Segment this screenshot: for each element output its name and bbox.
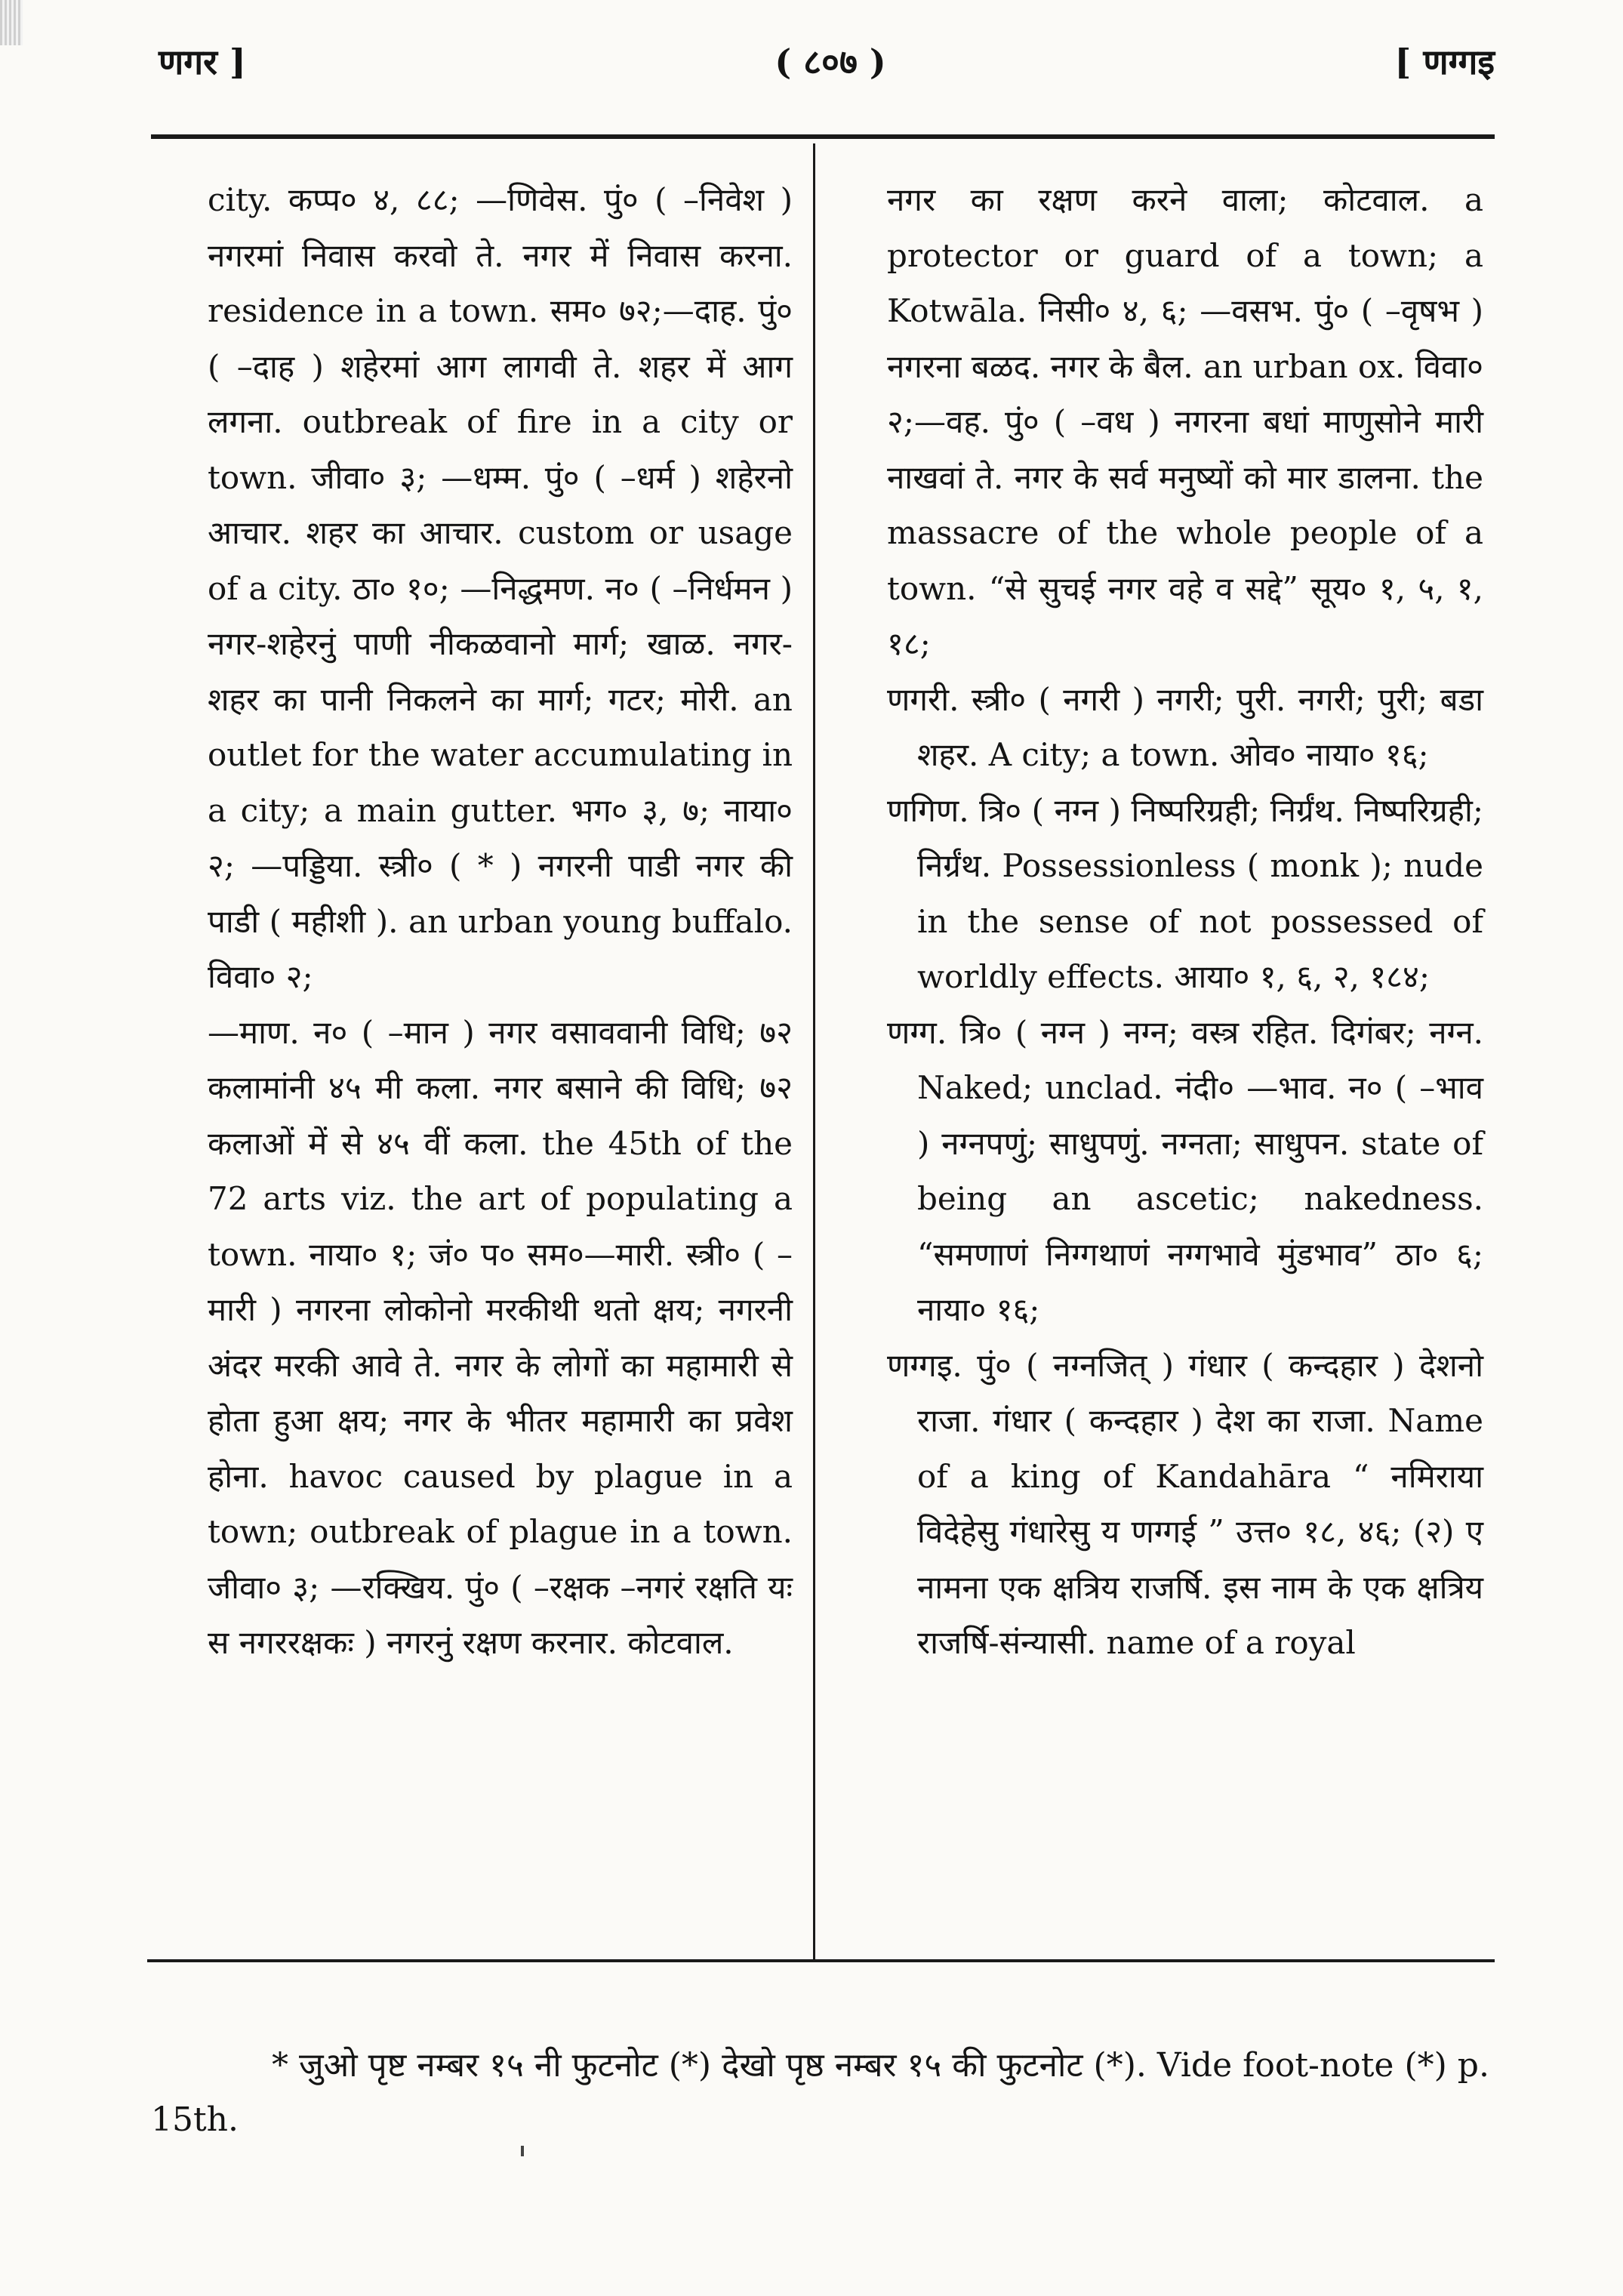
column-divider [813, 143, 815, 1959]
entry-nagina: णगिण. त्रि० ( नग्न ) निष्परिग्रही; निर्ग्रंथ. निष्परिग्रही; निर्ग्रंथ. Possessionless ( monk ); nude in the sense of not possessed of worldly effects. आया० १, ६, २, १८४; [887, 791, 1483, 995]
page-number: ( ८०७ ) [775, 42, 886, 82]
ink-speck [521, 2146, 524, 2156]
scan-edge-artifact [0, 0, 23, 45]
entry-naggai: णग्गइ. पुं० ( नग्नजित् ) गंधार ( कन्दहार ) देशनो राजा. गंधार ( कन्दहार ) देश का राजा. Name of a king of Kandahāra “ नमिराया विदेहेसु गंधारेसु य णग्गई ” उत्त० १८, ४६; (२) ए नामना एक क्षत्रिय राजर्षि. इस नाम के एक क्षत्रिय राजर्षि-संन्यासी. name of a royal [887, 1346, 1483, 1661]
running-head-left: णगर ] [159, 42, 246, 82]
footnote-rule [147, 1959, 1495, 1962]
running-head-right: [ णग्गइ [1394, 42, 1495, 82]
left-column [208, 172, 793, 1671]
sub-entry: —माण. न० ( –मान ) नगर वसाववानी विधि; ७२ कलामांनी ४५ मी कला. नगर बसाने की विधि; ७२ कलाओं में से ४५ वीं कला. the 45th of the 72 arts viz. the art of populating a town. नाया० १; जं० प० सम०—मारी. स्त्री० ( –मारी ) नगरना लोकोनो मरकीथी थतो क्षय; नगरनी अंदर मरकी आवे ते. नगर के लोगों का महामारी से होता हुआ क्षय; नगर के भीतर महामारी का प्रवेश होना. havoc caused by plague in a town; outbreak of plague in a town. जीवा० ३; —रक्खिय. पुं० ( –रक्षक –नगरं रक्षति यः स नगररक्षकः ) नगरनुं रक्षण करनार. कोटवाल. [208, 1013, 793, 1661]
footnote: * जुओ पृष्ट नम्बर १५ नी फुटनोट (*) देखो पृष्ठ नम्बर १५ की फुटनोट (*). Vide foot-note (*) p. 15th. [151, 2046, 1489, 2139]
entry-nagga: णग्ग. त्रि० ( नग्न ) नग्न; वस्त्र रहित. दिगंबर; नग्न. Naked; unclad. नंदी० —भाव. न० ( –भाव ) नग्नपणुं; साधुपणुं. नग्नता; साधुपन. state of being an ascetic; nakedness. “समणाणं निग्गथाणं नग्गभावे मुंडभाव” ठा० ६; नाया० १६; [887, 1013, 1483, 1328]
entry-continuation: नगर का रक्षण करने वाला; कोटवाल. a protector or guard of a town; a Kotwāla. निसी० ४, ६; —वसभ. पुं० ( –वृषभ ) नगरना बळद. नगर के बैल. an urban ox. विवा० २;—वह. पुं० ( –वध ) नगरना बधां माणुसोने मारी नाखवां ते. नगर के सर्व मनुष्यों को मार डालना. the massacre of the whole people of a town. “से सुचई नगर वहे व सद्दे” सूय० १, ५, १, १८; [887, 181, 1483, 662]
header-rule [151, 134, 1495, 139]
entry-continuation: city. कप्प० ४, ८८; —णिवेस. पुं० ( –निवेश ) नगरमां निवास करवो ते. नगर में निवास करना. residence in a town. सम० ७२;—दाह. पुं० ( –दाह ) शहेरमां आग लागवी ते. शहर में आग लगना. outbreak of fire in a city or town. जीवा० ३; —धम्म. पुं० ( –धर्म ) शहेरनो आचार. शहर का आचार. custom or usage of a city. ठा० १०; —निद्धमण. न० ( –निर्धमन ) नगर-शहेरनुं पाणी नीकळवानो मार्ग; खाळ. नगर-शहर का पानी निकलने का मार्ग; गटर; मोरी. an outlet for the water accumulating in a city; a main gutter. भग० ३, ७; नाया० २; —पड्डिया. स्त्री० ( * ) नगरनी पाडी नगर की पाडी ( महीशी ). an urban young buffalo. विवा० २; [208, 181, 793, 995]
entry-nagari: णगरी. स्त्री० ( नगरी ) नगरी; पुरी. नगरी; पुरी; बडा शहर. A city; a town. ओव० नाया० १६; [887, 680, 1483, 773]
right-column [887, 172, 1483, 1671]
